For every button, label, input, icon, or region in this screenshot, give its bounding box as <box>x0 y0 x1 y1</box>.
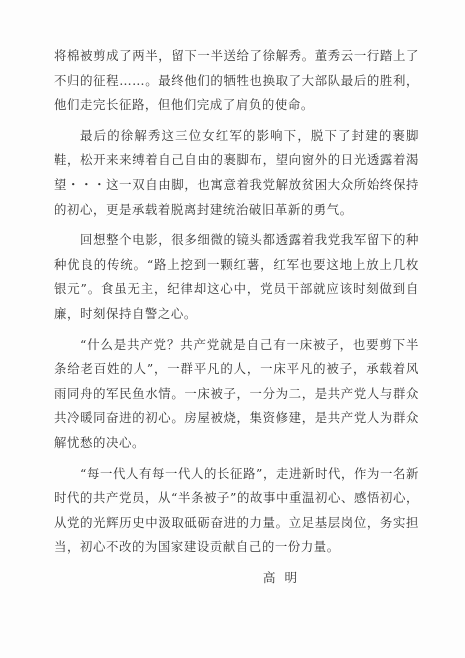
paragraph-1: 将棉被剪成了两半，留下一半送给了徐解秀。董秀云一行踏上了不归的征程……。最终他们的牺牲也换取了大部队最后的胜利，他们走完长征路，但他们完成了肩负的使命。 <box>54 48 419 113</box>
paragraph-5: “每一代人有每一代人的长征路”，走进新时代，作为一名新时代的共产党员，从“半条被子”的故事中重温初心、感悟初心，从党的光辉历史中汲取砥砺奋进的力量。立足基层岗位，务实担当，初心不改的为国家建设贡献自己的一份力量。 <box>54 465 419 555</box>
paragraph-3: 回想整个电影，很多细微的镜头都透露着我党我军留下的种种优良的传统。“路上挖到一颗红薯，红军也要这地上放上几枚银元”。食虽无主，纪律却这心中，党员干部就应该时刻做到自廉，时刻保持自警之心。 <box>54 232 419 321</box>
author-signature: 高明 <box>262 570 307 585</box>
paragraph-2: 最后的徐解秀这三位女红军的影响下，脱下了封建的裹脚鞋，松开来来缚着自己自由的裹脚布，望向窗外的日光透露着渴望・・・这一双自由脚，也寓意着我党解放贫困大众所始终保持的初心，更是承载着脱离封建统治破旧革新的勇气。 <box>54 127 419 217</box>
paragraph-4: “什么是共产党？共产党就是自己有一床被子，也要剪下半条给老百姓的人”，一群平凡的人，一床平凡的被子，承载着风雨同舟的军民鱼水情。一床被子，一分为二，是共产党人与群众共冷暖同奋进的初心。房屋被烧，集资修建，是共产党人为群众解忧愁的决心。 <box>54 336 419 450</box>
